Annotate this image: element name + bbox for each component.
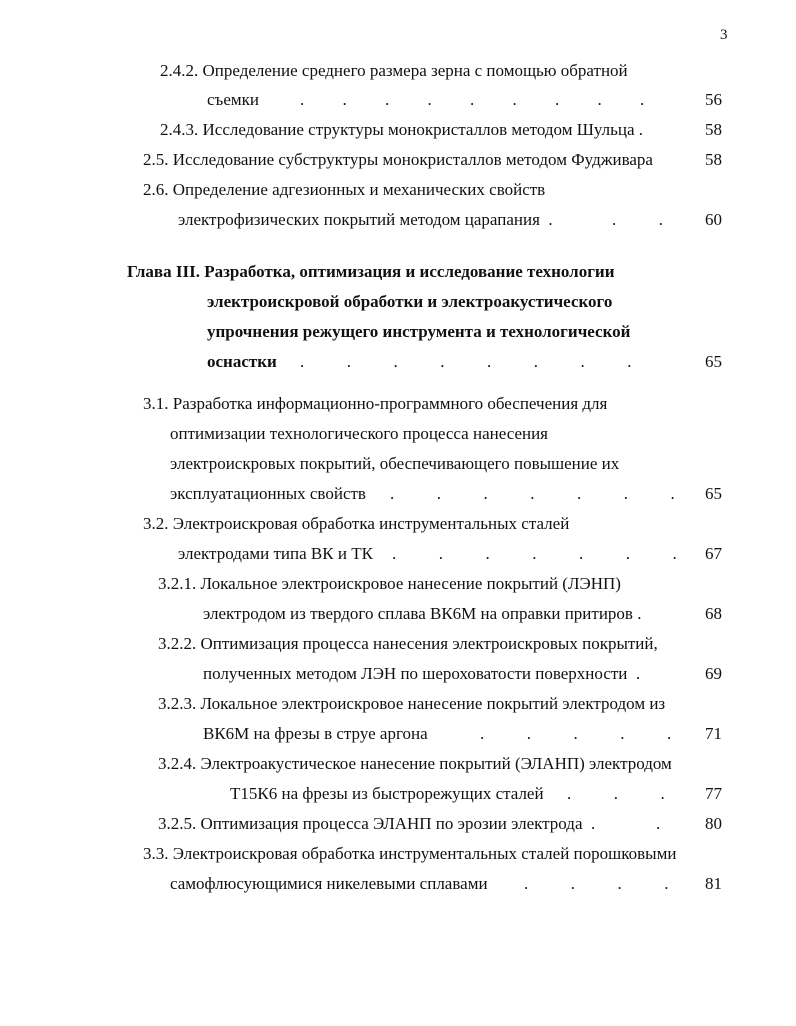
dot-leader: . . . . . . . . . xyxy=(300,90,645,109)
toc-entry-3-2-4-line-2: Т15К6 на фрезы из быстрорежущих сталей xyxy=(230,784,544,803)
toc-entry-3-2-1-page: 68 xyxy=(705,604,722,623)
toc-entry-3-1-line-4: эксплуатационных свойств xyxy=(170,484,366,503)
toc-entry-3-2-page: 67 xyxy=(705,544,722,563)
toc-entry-3-1-line-1: 3.1. Разработка информационно-программного обеспечения для xyxy=(143,394,608,413)
toc-entry-3-2-2-line-2: полученных методом ЛЭН по шероховатости поверхности . xyxy=(203,664,641,683)
chapter-3-title-line-3: упрочнения режущего инструмента и технологической xyxy=(207,322,631,341)
toc-entry-3-1-page: 65 xyxy=(705,484,722,503)
toc-entry-3-3-line-1: 3.3. Электроискровая обработка инструментальных сталей порошковыми xyxy=(143,844,677,863)
toc-entry-3-2-1-line-1: 3.2.1. Локальное электроискровое нанесение покрытий (ЛЭНП) xyxy=(158,574,621,593)
toc-entry-3-2-4-page: 77 xyxy=(705,784,722,803)
dot-leader: . . xyxy=(612,210,663,229)
dot-leader: . . . . . . . . xyxy=(300,352,632,371)
toc-entry-3-2-2-page: 69 xyxy=(705,664,722,683)
dot-leader: . xyxy=(656,814,661,833)
toc-entry-2-4-2-line-1: 2.4.2. Определение среднего размера зерна с помощью обратной xyxy=(160,61,628,80)
toc-entry-2-6-line-1: 2.6. Определение адгезионных и механических свойств xyxy=(143,180,546,199)
toc-entry-3-2-4-line-1: 3.2.4. Электроакустическое нанесение покрытий (ЭЛАНП) электродом xyxy=(158,754,672,773)
toc-entry-2-5-page: 58 xyxy=(705,150,722,169)
dot-leader: . . . . . . . xyxy=(390,484,675,503)
toc-entry-3-2-3-page: 71 xyxy=(705,724,722,743)
toc-entry-3-1-line-2: оптимизации технологического процесса нанесения xyxy=(170,424,549,443)
toc-entry-2-4-3-line-1: 2.4.3. Исследование структуры монокристаллов методом Шульца . xyxy=(160,120,643,139)
dot-leader: . . . xyxy=(567,784,665,803)
toc-entry-3-3-line-2: самофлюсующимися никелевыми сплавами xyxy=(170,874,488,893)
toc-entry-3-2-1-line-2: электродом из твердого сплава ВК6М на оправки притиров . xyxy=(203,604,642,623)
chapter-3-title-line-1: Глава III. Разработка, оптимизация и исследование технологии xyxy=(127,262,615,281)
toc-entry-3-3-page: 81 xyxy=(705,874,722,893)
page-number: 3 xyxy=(720,27,728,43)
dot-leader: . . . . xyxy=(524,874,669,893)
dot-leader: . . . . . xyxy=(480,724,672,743)
toc-entry-2-4-2-line-2: съемки xyxy=(207,90,259,109)
chapter-3-title-line-2: электроискровой обработки и электроакустического xyxy=(207,292,613,311)
toc-entry-2-4-3-page: 58 xyxy=(705,120,722,139)
chapter-3-title-line-4: оснастки xyxy=(207,352,277,371)
toc-entry-3-2-3-line-2: ВК6М на фрезы в струе аргона xyxy=(203,724,428,743)
toc-entry-3-2-3-line-1: 3.2.3. Локальное электроискровое нанесение покрытий электродом из xyxy=(158,694,666,713)
toc-entry-3-2-5-page: 80 xyxy=(705,814,722,833)
toc-entry-2-5-line-1: 2.5. Исследование субструктуры монокристаллов методом Фудживара xyxy=(143,150,653,169)
dot-leader: . . . . . . . xyxy=(392,544,677,563)
toc-entry-3-2-2-line-1: 3.2.2. Оптимизация процесса нанесения электроискровых покрытий, xyxy=(158,634,658,653)
toc-entry-3-1-line-3: электроискровых покрытий, обеспечивающего повышение их xyxy=(170,454,620,473)
toc-entry-3-2-5-line-1: 3.2.5. Оптимизация процесса ЭЛАНП по эрозии электрода . xyxy=(158,814,596,833)
chapter-3-page: 65 xyxy=(705,352,722,371)
toc-entry-2-4-2-page: 56 xyxy=(705,90,722,109)
toc-entry-3-2-line-1: 3.2. Электроискровая обработка инструментальных сталей xyxy=(143,514,570,533)
toc-entry-2-6-page: 60 xyxy=(705,210,722,229)
toc-entry-2-6-line-2: электрофизических покрытий методом царапания . xyxy=(178,210,553,229)
toc-entry-3-2-line-2: электродами типа ВК и ТК xyxy=(178,544,373,563)
